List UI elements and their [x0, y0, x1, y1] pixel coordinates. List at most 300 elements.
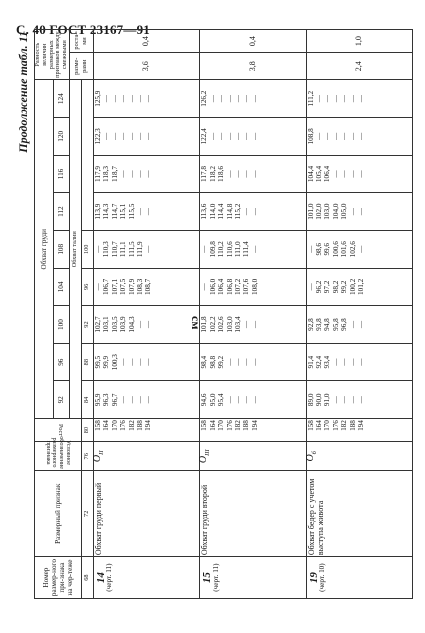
value-cell: —: [119, 170, 128, 178]
value-cell: 107,2: [233, 278, 242, 295]
difference-diff-height: 0,4: [200, 30, 306, 53]
value-cell: —: [331, 358, 340, 366]
value-column-cell: [306, 80, 412, 118]
value-cell: 107,5: [119, 278, 128, 295]
header-diff-height: роста-ми: [69, 30, 93, 53]
header-girth-chest: Обхват груди: [35, 80, 54, 419]
value-cell: 96,7: [110, 393, 119, 407]
value-cell: —: [225, 358, 234, 366]
value-cell: 115,5: [127, 203, 136, 220]
value-column-cell: [200, 343, 306, 381]
value-cell: —: [331, 132, 340, 140]
row-symbol: [305, 451, 316, 462]
value-cell: —: [119, 358, 128, 366]
value-cell: 101,0: [306, 203, 315, 220]
difference-diff-size: 3,6: [93, 53, 199, 80]
measurement-table: [34, 29, 413, 599]
value-cell: 108,0: [250, 278, 259, 295]
row-symbol-base: О: [198, 455, 210, 464]
value-cell: —: [144, 320, 153, 329]
value-cell: —: [102, 132, 111, 140]
waist-value-header: 96: [81, 268, 93, 306]
value-cell: 101,2: [357, 278, 366, 295]
value-cell: —: [136, 170, 145, 178]
height-value: 182: [340, 420, 349, 431]
height-list: [93, 419, 199, 442]
height-value: 194: [144, 420, 153, 431]
row-figure-ref: (черт. 11): [105, 563, 114, 592]
height-value: 176: [225, 420, 234, 431]
value-column-cell: [93, 118, 199, 156]
value-cell: —: [348, 132, 357, 140]
value-cell: —: [144, 358, 153, 366]
value-cell: 105,4: [315, 165, 324, 183]
value-cell: —: [225, 95, 234, 103]
value-cell: —: [340, 95, 349, 103]
value-column-cell: [93, 306, 199, 344]
value-cell: 93,8: [315, 318, 324, 331]
value-cell: 111,4: [242, 241, 251, 258]
value-cell: —: [348, 320, 357, 329]
value-cell: 95,8: [331, 318, 340, 331]
chest-value-header: 116: [53, 155, 69, 193]
waist-value-header: 80: [81, 419, 93, 442]
header-diff-size: разме-рами: [69, 53, 93, 80]
value-cell: —: [233, 95, 242, 103]
value-column-cell: [306, 268, 412, 306]
row-feature-name: Обхват бедер с учетом выступа живота: [306, 471, 412, 557]
value-cell: 111,9: [136, 241, 145, 258]
value-cell: 92,8: [306, 318, 315, 331]
value-column-cell: [306, 118, 412, 156]
value-column-cell: [306, 230, 412, 268]
value-cell: —: [144, 396, 153, 404]
value-cell: —: [119, 132, 128, 140]
row-symbol-cell: [306, 442, 412, 471]
height-value: 176: [119, 420, 128, 431]
value-cell: —: [110, 95, 119, 103]
value-cell: —: [331, 396, 340, 404]
value-cell: 103,4: [233, 316, 242, 333]
value-cell: 102,7: [93, 316, 102, 333]
value-cell: —: [200, 245, 209, 253]
rotated-table-area: [14, 29, 406, 599]
value-cell: —: [233, 132, 242, 140]
value-cell: —: [315, 95, 324, 103]
height-list: [306, 419, 412, 442]
value-cell: 111,2: [306, 90, 315, 107]
value-cell: 114,0: [208, 203, 217, 220]
value-cell: 114,8: [225, 203, 234, 220]
height-list: [200, 419, 306, 442]
value-cell: 106,4: [323, 165, 332, 183]
height-value: 188: [348, 420, 357, 431]
value-cell: —: [242, 208, 251, 216]
value-cell: 111,0: [233, 241, 242, 258]
row-symbol-cell: [93, 442, 199, 471]
value-cell: 98,6: [315, 242, 324, 256]
value-cell: —: [340, 170, 349, 178]
value-cell: 95,4: [217, 393, 226, 407]
height-value: 170: [217, 420, 226, 431]
height-value: 194: [357, 420, 366, 431]
value-cell: 109,8: [208, 241, 217, 258]
value-cell: —: [242, 132, 251, 140]
value-column-cell: [93, 230, 199, 268]
chest-value-header: 108: [53, 230, 69, 268]
value-cell: —: [102, 95, 111, 103]
value-cell: —: [127, 170, 136, 178]
header-symbol: [35, 436, 82, 471]
row-symbol-cell: [200, 442, 306, 471]
chest-value-header: 100: [53, 306, 69, 344]
waist-value-header: 84: [81, 381, 93, 419]
value-cell: —: [136, 396, 145, 404]
value-cell: —: [233, 358, 242, 366]
chest-value-header: 124: [53, 80, 69, 118]
value-cell: —: [208, 132, 217, 140]
value-cell: —: [348, 358, 357, 366]
value-cell: 103,0: [323, 203, 332, 220]
value-cell: —: [306, 245, 315, 253]
value-cell: —: [110, 132, 119, 140]
chest-value-header: 104: [53, 268, 69, 306]
value-cell: —: [225, 396, 234, 404]
header-number: Номер размер-ного при-знака на чер-теже: [35, 557, 82, 599]
value-cell: —: [233, 170, 242, 178]
value-cell: —: [93, 245, 102, 253]
value-cell: 101,8: [200, 316, 209, 333]
value-cell: —: [136, 358, 145, 366]
value-column-cell: [200, 155, 306, 193]
value-cell: —: [331, 95, 340, 103]
height-value: 182: [233, 420, 242, 431]
value-cell: —: [357, 208, 366, 216]
header-difference: Разность величин размерных признаков между смежными: [34, 31, 69, 78]
row-symbol-base: О: [304, 454, 316, 462]
value-cell: 95,9: [93, 393, 102, 407]
page-header: С. 40 ГОСТ 23167—91: [16, 22, 150, 37]
value-cell: —: [242, 320, 251, 329]
value-cell: —: [340, 358, 349, 366]
header-height-text: Рост: [56, 424, 64, 437]
value-cell: 114,4: [217, 203, 226, 220]
value-column-cell: [306, 306, 412, 344]
value-cell: —: [348, 208, 357, 216]
value-cell: —: [127, 396, 136, 404]
value-cell: —: [242, 396, 251, 404]
value-cell: 103,1: [102, 316, 111, 333]
height-value: 170: [110, 420, 119, 431]
value-cell: 93,4: [323, 355, 332, 369]
value-cell: —: [136, 95, 145, 103]
difference-diff-size: 2,4: [306, 53, 412, 80]
height-value: 188: [136, 420, 145, 431]
value-cell: —: [217, 132, 226, 140]
row-number: 15: [201, 572, 214, 584]
header-symbol-text: Условное обозначение размерного признака: [45, 436, 73, 470]
value-cell: —: [225, 132, 234, 140]
value-cell: —: [357, 320, 366, 329]
value-cell: 108,8: [306, 128, 315, 145]
table-row: [306, 30, 412, 599]
value-cell: 110,3: [102, 241, 111, 258]
value-cell: 114,7: [110, 203, 119, 220]
value-cell: —: [250, 208, 259, 216]
value-cell: 115,1: [119, 203, 128, 220]
value-cell: 111,5: [127, 241, 136, 258]
value-cell: —: [136, 320, 145, 329]
value-cell: —: [357, 396, 366, 404]
waist-value-header: 68: [81, 557, 93, 599]
difference-diff-height: 1,0: [306, 30, 412, 53]
value-cell: 89,0: [306, 393, 315, 407]
value-cell: 98,4: [200, 355, 209, 369]
value-cell: 122,3: [93, 128, 102, 145]
value-cell: —: [250, 320, 259, 329]
value-cell: 91,0: [323, 393, 332, 407]
value-cell: 102,0: [315, 203, 324, 220]
unit-label: см: [189, 316, 203, 330]
row-symbol-subscript: II: [97, 450, 105, 455]
row-figure-ref: (черт. 11): [211, 563, 220, 592]
value-cell: —: [233, 396, 242, 404]
value-column-cell: [93, 381, 199, 419]
height-value: 164: [102, 420, 111, 431]
row-number: 19: [307, 572, 320, 584]
value-cell: —: [144, 170, 153, 178]
value-cell: 115,2: [233, 203, 242, 220]
value-cell: —: [127, 358, 136, 366]
value-cell: 107,6: [242, 278, 251, 295]
value-column-cell: [200, 80, 306, 118]
value-cell: —: [357, 132, 366, 140]
value-cell: —: [315, 132, 324, 140]
waist-value-header: 76: [81, 442, 93, 471]
value-cell: 101,6: [340, 241, 349, 258]
value-cell: 114,3: [102, 203, 111, 220]
value-cell: —: [136, 132, 145, 140]
value-cell: 100,2: [348, 278, 357, 295]
value-cell: —: [348, 396, 357, 404]
value-cell: —: [200, 283, 209, 291]
value-column-cell: [200, 193, 306, 231]
row-figure-ref: (черт. 10): [318, 563, 327, 592]
chest-value-header: 92: [53, 381, 69, 419]
value-cell: 110,7: [110, 241, 119, 258]
value-cell: 106,4: [217, 278, 226, 295]
value-cell: —: [242, 170, 251, 178]
value-cell: 102,2: [208, 316, 217, 333]
waist-value-header: 88: [81, 343, 93, 381]
value-cell: —: [250, 245, 259, 253]
value-cell: 107,1: [110, 278, 119, 295]
difference-diff-size: 3,8: [200, 53, 306, 80]
value-column-cell: [93, 155, 199, 193]
value-cell: 96,3: [102, 393, 111, 407]
value-cell: —: [208, 95, 217, 103]
height-value: 170: [323, 420, 332, 431]
value-cell: —: [357, 358, 366, 366]
value-cell: —: [340, 396, 349, 404]
row-symbol: [92, 451, 103, 463]
value-column-cell: [93, 268, 199, 306]
value-column-cell: [200, 381, 306, 419]
value-cell: 91,4: [306, 355, 315, 369]
value-cell: —: [119, 95, 128, 103]
value-cell: —: [225, 170, 234, 178]
value-cell: —: [348, 95, 357, 103]
row-feature-name: Обхват груди второй: [200, 471, 306, 557]
value-cell: —: [357, 95, 366, 103]
value-cell: 99,2: [217, 355, 226, 369]
value-column-cell: [93, 343, 199, 381]
value-cell: 100,6: [331, 241, 340, 258]
value-cell: —: [127, 95, 136, 103]
value-cell: 99,5: [93, 355, 102, 369]
value-cell: —: [144, 245, 153, 253]
value-column-cell: [200, 306, 306, 344]
value-cell: 90,0: [315, 393, 324, 407]
row-number-cell: [200, 557, 306, 599]
height-value: 188: [242, 420, 251, 431]
chest-value-header: 112: [53, 193, 69, 231]
value-cell: —: [331, 170, 340, 178]
value-column-cell: [93, 193, 199, 231]
row-number: 14: [94, 572, 107, 584]
value-cell: —: [242, 95, 251, 103]
value-cell: 99,6: [323, 242, 332, 256]
value-cell: 118,6: [217, 166, 226, 182]
value-cell: 117,8: [200, 166, 209, 182]
value-column-cell: [200, 230, 306, 268]
value-cell: 117,9: [93, 166, 102, 182]
waist-values-row: [81, 30, 93, 599]
height-value: 158: [93, 420, 102, 431]
value-cell: 92,4: [315, 355, 324, 369]
height-value: 158: [306, 420, 315, 431]
waist-value-header: 72: [81, 471, 93, 557]
row-symbol-subscript: б: [310, 451, 318, 455]
table-row: [200, 30, 306, 599]
value-cell: —: [306, 283, 315, 291]
value-cell: 106,8: [225, 278, 234, 295]
value-cell: —: [357, 170, 366, 178]
value-cell: 118,2: [208, 166, 217, 182]
value-cell: 99,9: [102, 355, 111, 369]
header-girth-waist: Обхват талии: [69, 80, 81, 419]
height-value: 158: [200, 420, 209, 431]
value-cell: —: [119, 396, 128, 404]
value-cell: 97,2: [323, 280, 332, 294]
value-cell: —: [217, 95, 226, 103]
value-cell: 113,6: [200, 203, 209, 220]
height-value: 194: [250, 420, 259, 431]
value-cell: 99,2: [340, 280, 349, 294]
value-column-cell: [200, 118, 306, 156]
value-cell: 103,5: [110, 316, 119, 333]
value-cell: 106,7: [102, 278, 111, 295]
value-column-cell: [200, 268, 306, 306]
value-cell: 107,9: [127, 278, 136, 295]
difference-diff-height: 0,4: [93, 30, 199, 53]
value-cell: 94,8: [323, 318, 332, 331]
value-cell: —: [250, 396, 259, 404]
value-cell: —: [144, 132, 153, 140]
value-column-cell: [306, 343, 412, 381]
value-cell: —: [144, 208, 153, 216]
value-column-cell: [306, 381, 412, 419]
value-cell: 110,6: [225, 241, 234, 258]
row-symbol: [198, 449, 212, 464]
value-cell: 98,8: [208, 355, 217, 369]
chest-value-header: 96: [53, 343, 69, 381]
value-cell: 103,9: [119, 316, 128, 333]
waist-value-header: 100: [81, 230, 93, 268]
value-cell: —: [127, 132, 136, 140]
value-cell: 113,9: [93, 203, 102, 220]
value-cell: —: [93, 283, 102, 291]
value-cell: —: [323, 132, 332, 140]
value-cell: 105,0: [340, 203, 349, 220]
value-cell: 104,0: [331, 203, 340, 220]
chest-value-header: 120: [53, 118, 69, 156]
value-cell: —: [144, 95, 153, 103]
value-cell: —: [250, 358, 259, 366]
waist-value-header: 92: [81, 306, 93, 344]
table-row: [93, 30, 199, 599]
value-cell: 122,4: [200, 128, 209, 145]
value-cell: —: [340, 132, 349, 140]
value-cell: —: [348, 170, 357, 178]
height-value: 164: [315, 420, 324, 431]
value-cell: 95,0: [208, 393, 217, 407]
value-cell: —: [242, 358, 251, 366]
row-number-cell: [93, 557, 199, 599]
table-continuation-title: Продолжение табл. 11: [16, 31, 30, 153]
value-column-cell: [306, 155, 412, 193]
value-cell: —: [136, 208, 145, 216]
value-cell: 100,3: [110, 354, 119, 371]
row-symbol-subscript: III: [204, 449, 212, 456]
value-cell: 108,7: [144, 278, 153, 295]
row-symbol-base: О: [91, 454, 103, 463]
value-cell: —: [357, 245, 366, 253]
table-body: [93, 30, 412, 599]
value-column-cell: [306, 193, 412, 231]
value-cell: 125,9: [93, 90, 102, 107]
value-cell: 104,4: [306, 165, 315, 183]
value-cell: 94,6: [200, 393, 209, 407]
value-cell: 118,3: [102, 166, 111, 182]
value-cell: —: [250, 132, 259, 140]
row-feature-name: Обхват груди первый: [93, 471, 199, 557]
value-cell: 111,1: [119, 241, 128, 258]
value-cell: —: [250, 170, 259, 178]
height-value: 164: [208, 420, 217, 431]
row-number-cell: [306, 557, 412, 599]
value-cell: 118,7: [110, 166, 119, 182]
value-cell: 96,8: [340, 318, 349, 331]
height-value: 182: [127, 420, 136, 431]
value-cell: 104,3: [127, 316, 136, 333]
value-cell: —: [250, 95, 259, 103]
value-cell: 103,0: [225, 316, 234, 333]
value-cell: 110,2: [217, 241, 226, 258]
header-feature: Размерный признак: [35, 471, 82, 557]
value-cell: 96,2: [315, 280, 324, 294]
value-cell: 126,2: [200, 90, 209, 107]
